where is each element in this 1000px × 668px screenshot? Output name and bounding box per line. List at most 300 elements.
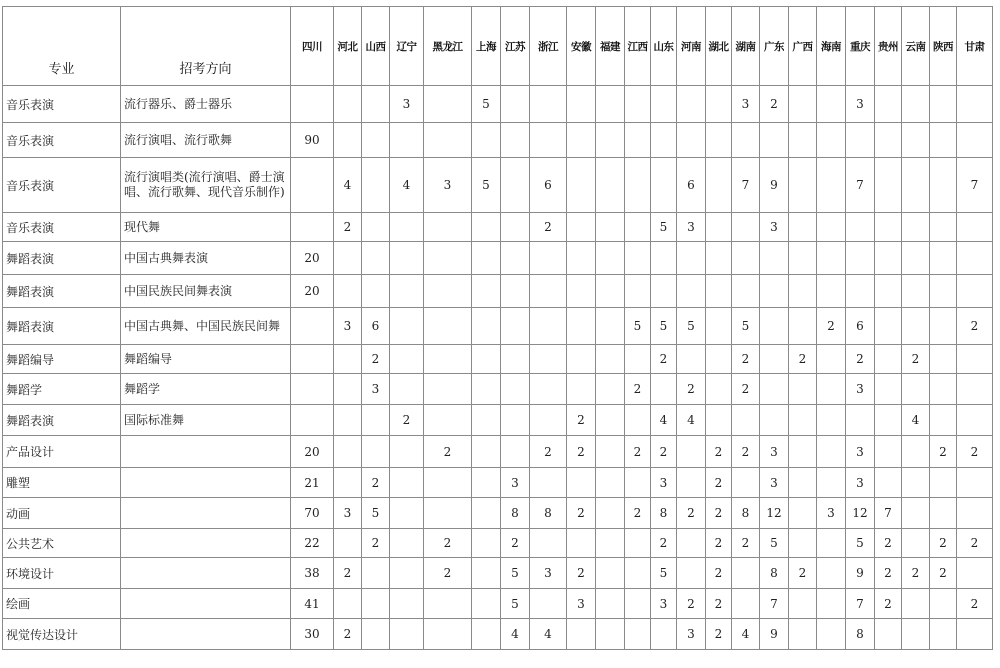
cell-quota[interactable] [424, 498, 472, 529]
cell-quota[interactable] [732, 589, 760, 619]
cell-quota[interactable] [596, 242, 625, 275]
cell-quota[interactable] [651, 275, 677, 308]
cell-quota[interactable] [567, 374, 596, 405]
cell-quota[interactable] [472, 498, 501, 529]
cell-quota[interactable] [930, 242, 957, 275]
cell-quota[interactable]: 2 [334, 558, 362, 589]
cell-quota[interactable] [677, 123, 706, 158]
cell-quota[interactable] [817, 619, 846, 650]
cell-quota[interactable] [902, 242, 930, 275]
cell-quota[interactable] [706, 405, 732, 436]
cell-quota[interactable] [291, 345, 334, 374]
cell-quota[interactable] [424, 405, 472, 436]
cell-quota[interactable] [957, 86, 993, 123]
cell-quota[interactable] [625, 589, 651, 619]
cell-quota[interactable] [596, 86, 625, 123]
cell-quota[interactable]: 8 [846, 619, 875, 650]
cell-quota[interactable]: 12 [846, 498, 875, 529]
cell-quota[interactable]: 6 [362, 308, 390, 345]
cell-quota[interactable]: 3 [651, 589, 677, 619]
cell-quota[interactable] [596, 558, 625, 589]
cell-quota[interactable]: 4 [732, 619, 760, 650]
cell-quota[interactable] [362, 589, 390, 619]
cell-quota[interactable]: 8 [760, 558, 789, 589]
cell-quota[interactable] [706, 374, 732, 405]
cell-quota[interactable] [625, 529, 651, 558]
cell-quota[interactable] [362, 558, 390, 589]
cell-quota[interactable] [501, 158, 530, 213]
cell-quota[interactable] [651, 242, 677, 275]
cell-quota[interactable]: 3 [651, 468, 677, 498]
cell-quota[interactable]: 9 [846, 558, 875, 589]
cell-quota[interactable] [625, 86, 651, 123]
cell-quota[interactable] [875, 308, 902, 345]
cell-major[interactable]: 产品设计 [3, 436, 121, 468]
cell-quota[interactable] [732, 123, 760, 158]
cell-quota[interactable] [930, 158, 957, 213]
cell-quota[interactable]: 30 [291, 619, 334, 650]
cell-quota[interactable] [789, 242, 817, 275]
cell-quota[interactable] [902, 86, 930, 123]
cell-quota[interactable] [390, 589, 424, 619]
cell-quota[interactable] [817, 529, 846, 558]
cell-quota[interactable]: 3 [530, 558, 567, 589]
cell-quota[interactable]: 4 [677, 405, 706, 436]
cell-quota[interactable]: 2 [930, 436, 957, 468]
cell-quota[interactable] [732, 405, 760, 436]
cell-quota[interactable] [596, 405, 625, 436]
cell-quota[interactable]: 2 [732, 345, 760, 374]
cell-quota[interactable]: 2 [875, 558, 902, 589]
cell-quota[interactable] [424, 374, 472, 405]
cell-quota[interactable] [567, 345, 596, 374]
cell-quota[interactable] [732, 468, 760, 498]
cell-quota[interactable] [760, 374, 789, 405]
cell-quota[interactable]: 2 [930, 558, 957, 589]
cell-quota[interactable] [902, 275, 930, 308]
cell-quota[interactable]: 5 [362, 498, 390, 529]
cell-major[interactable]: 舞蹈表演 [3, 405, 121, 436]
cell-quota[interactable] [651, 158, 677, 213]
cell-quota[interactable] [930, 123, 957, 158]
cell-quota[interactable]: 2 [957, 589, 993, 619]
cell-quota[interactable] [334, 589, 362, 619]
cell-quota[interactable]: 2 [651, 345, 677, 374]
cell-quota[interactable] [957, 374, 993, 405]
cell-quota[interactable] [424, 86, 472, 123]
cell-quota[interactable] [390, 436, 424, 468]
cell-quota[interactable]: 20 [291, 242, 334, 275]
cell-quota[interactable] [875, 405, 902, 436]
cell-quota[interactable] [875, 213, 902, 242]
cell-quota[interactable] [817, 436, 846, 468]
cell-quota[interactable]: 4 [530, 619, 567, 650]
cell-quota[interactable] [957, 468, 993, 498]
cell-quota[interactable]: 2 [424, 558, 472, 589]
cell-quota[interactable] [760, 345, 789, 374]
cell-quota[interactable]: 12 [760, 498, 789, 529]
cell-quota[interactable] [789, 529, 817, 558]
cell-quota[interactable] [334, 345, 362, 374]
cell-quota[interactable] [760, 242, 789, 275]
cell-quota[interactable] [625, 123, 651, 158]
cell-quota[interactable]: 21 [291, 468, 334, 498]
cell-quota[interactable]: 2 [362, 468, 390, 498]
cell-quota[interactable]: 3 [501, 468, 530, 498]
cell-quota[interactable] [902, 436, 930, 468]
cell-quota[interactable]: 2 [706, 558, 732, 589]
cell-major[interactable]: 视觉传达设计 [3, 619, 121, 650]
cell-quota[interactable]: 2 [567, 405, 596, 436]
cell-major[interactable]: 音乐表演 [3, 123, 121, 158]
cell-quota[interactable]: 5 [472, 158, 501, 213]
cell-direction[interactable] [121, 468, 291, 498]
cell-quota[interactable] [596, 529, 625, 558]
cell-quota[interactable]: 5 [651, 558, 677, 589]
cell-quota[interactable] [501, 345, 530, 374]
cell-quota[interactable] [817, 213, 846, 242]
cell-quota[interactable]: 3 [677, 619, 706, 650]
cell-quota[interactable]: 2 [567, 498, 596, 529]
cell-quota[interactable]: 2 [625, 436, 651, 468]
cell-quota[interactable] [472, 619, 501, 650]
cell-quota[interactable] [957, 405, 993, 436]
cell-quota[interactable]: 4 [902, 405, 930, 436]
cell-quota[interactable] [902, 498, 930, 529]
cell-quota[interactable] [875, 242, 902, 275]
cell-quota[interactable]: 3 [846, 468, 875, 498]
cell-quota[interactable]: 3 [817, 498, 846, 529]
cell-direction[interactable]: 流行演唱类(流行演唱、爵士演唱、流行歌舞、现代音乐制作) [121, 158, 291, 213]
cell-quota[interactable] [530, 275, 567, 308]
cell-quota[interactable] [706, 345, 732, 374]
cell-quota[interactable] [789, 468, 817, 498]
cell-quota[interactable] [501, 405, 530, 436]
cell-quota[interactable] [390, 468, 424, 498]
cell-quota[interactable]: 6 [846, 308, 875, 345]
cell-quota[interactable] [846, 213, 875, 242]
cell-quota[interactable] [424, 213, 472, 242]
cell-quota[interactable] [651, 619, 677, 650]
cell-quota[interactable]: 2 [424, 436, 472, 468]
cell-quota[interactable] [875, 468, 902, 498]
cell-quota[interactable]: 2 [706, 498, 732, 529]
cell-quota[interactable] [596, 213, 625, 242]
cell-quota[interactable] [530, 405, 567, 436]
cell-quota[interactable] [625, 558, 651, 589]
cell-quota[interactable] [817, 468, 846, 498]
cell-quota[interactable] [760, 405, 789, 436]
cell-quota[interactable] [334, 468, 362, 498]
cell-quota[interactable] [472, 308, 501, 345]
cell-quota[interactable] [567, 242, 596, 275]
cell-quota[interactable] [472, 529, 501, 558]
cell-quota[interactable] [875, 123, 902, 158]
cell-quota[interactable]: 2 [530, 436, 567, 468]
cell-quota[interactable] [677, 86, 706, 123]
cell-quota[interactable]: 5 [501, 589, 530, 619]
cell-quota[interactable]: 7 [846, 158, 875, 213]
cell-quota[interactable] [789, 619, 817, 650]
cell-quota[interactable] [362, 158, 390, 213]
cell-quota[interactable]: 2 [957, 436, 993, 468]
cell-quota[interactable] [291, 405, 334, 436]
cell-quota[interactable]: 2 [902, 345, 930, 374]
cell-quota[interactable]: 2 [817, 308, 846, 345]
cell-quota[interactable]: 5 [677, 308, 706, 345]
cell-quota[interactable] [817, 123, 846, 158]
cell-quota[interactable]: 9 [760, 619, 789, 650]
cell-quota[interactable]: 2 [362, 529, 390, 558]
cell-quota[interactable] [390, 345, 424, 374]
cell-quota[interactable]: 5 [651, 213, 677, 242]
cell-quota[interactable] [706, 275, 732, 308]
cell-quota[interactable] [596, 436, 625, 468]
cell-quota[interactable]: 2 [567, 558, 596, 589]
cell-quota[interactable] [390, 242, 424, 275]
cell-quota[interactable]: 5 [846, 529, 875, 558]
cell-quota[interactable]: 2 [706, 619, 732, 650]
cell-quota[interactable]: 4 [651, 405, 677, 436]
cell-quota[interactable] [930, 468, 957, 498]
cell-major[interactable]: 舞蹈表演 [3, 275, 121, 308]
cell-quota[interactable]: 2 [501, 529, 530, 558]
cell-quota[interactable] [472, 213, 501, 242]
cell-quota[interactable] [677, 558, 706, 589]
cell-quota[interactable] [334, 529, 362, 558]
cell-quota[interactable]: 2 [732, 374, 760, 405]
cell-quota[interactable]: 3 [732, 86, 760, 123]
cell-quota[interactable]: 3 [846, 86, 875, 123]
cell-quota[interactable] [567, 86, 596, 123]
cell-major[interactable]: 公共艺术 [3, 529, 121, 558]
cell-quota[interactable]: 2 [706, 468, 732, 498]
cell-quota[interactable]: 20 [291, 436, 334, 468]
cell-quota[interactable]: 3 [424, 158, 472, 213]
cell-major[interactable]: 舞蹈表演 [3, 308, 121, 345]
cell-quota[interactable] [362, 86, 390, 123]
cell-quota[interactable]: 7 [875, 498, 902, 529]
cell-quota[interactable] [732, 242, 760, 275]
cell-quota[interactable] [424, 589, 472, 619]
cell-direction[interactable]: 舞蹈学 [121, 374, 291, 405]
cell-quota[interactable] [846, 123, 875, 158]
cell-quota[interactable] [362, 619, 390, 650]
cell-quota[interactable]: 2 [677, 374, 706, 405]
cell-quota[interactable] [817, 589, 846, 619]
cell-quota[interactable]: 3 [390, 86, 424, 123]
cell-quota[interactable] [789, 374, 817, 405]
cell-quota[interactable] [706, 213, 732, 242]
cell-quota[interactable] [390, 275, 424, 308]
cell-quota[interactable] [334, 436, 362, 468]
cell-major[interactable]: 舞蹈表演 [3, 242, 121, 275]
cell-quota[interactable] [530, 468, 567, 498]
cell-quota[interactable] [957, 123, 993, 158]
cell-quota[interactable] [930, 308, 957, 345]
cell-quota[interactable] [957, 619, 993, 650]
cell-direction[interactable]: 流行器乐、爵士器乐 [121, 86, 291, 123]
cell-quota[interactable] [957, 558, 993, 589]
cell-quota[interactable] [596, 275, 625, 308]
cell-quota[interactable] [789, 498, 817, 529]
cell-quota[interactable] [501, 374, 530, 405]
cell-quota[interactable] [677, 275, 706, 308]
cell-quota[interactable] [501, 86, 530, 123]
cell-quota[interactable] [390, 619, 424, 650]
cell-quota[interactable] [424, 619, 472, 650]
cell-quota[interactable] [596, 374, 625, 405]
cell-quota[interactable] [706, 123, 732, 158]
cell-quota[interactable] [362, 436, 390, 468]
cell-quota[interactable] [530, 589, 567, 619]
cell-quota[interactable] [472, 468, 501, 498]
cell-quota[interactable]: 2 [677, 498, 706, 529]
cell-quota[interactable] [706, 308, 732, 345]
cell-quota[interactable] [625, 213, 651, 242]
cell-major[interactable]: 雕塑 [3, 468, 121, 498]
cell-quota[interactable]: 7 [846, 589, 875, 619]
cell-quota[interactable] [875, 436, 902, 468]
cell-quota[interactable] [501, 242, 530, 275]
cell-quota[interactable] [390, 529, 424, 558]
cell-quota[interactable] [902, 308, 930, 345]
cell-quota[interactable]: 3 [362, 374, 390, 405]
cell-quota[interactable] [957, 242, 993, 275]
cell-quota[interactable] [677, 436, 706, 468]
cell-direction[interactable] [121, 619, 291, 650]
cell-major[interactable]: 音乐表演 [3, 86, 121, 123]
cell-quota[interactable] [501, 308, 530, 345]
cell-quota[interactable]: 2 [875, 529, 902, 558]
cell-quota[interactable] [596, 589, 625, 619]
cell-quota[interactable] [875, 158, 902, 213]
cell-quota[interactable] [362, 275, 390, 308]
cell-quota[interactable] [334, 405, 362, 436]
cell-quota[interactable] [760, 123, 789, 158]
cell-quota[interactable] [390, 123, 424, 158]
cell-quota[interactable] [875, 345, 902, 374]
cell-quota[interactable] [625, 242, 651, 275]
cell-quota[interactable] [902, 213, 930, 242]
cell-quota[interactable] [530, 86, 567, 123]
cell-major[interactable]: 环境设计 [3, 558, 121, 589]
cell-quota[interactable] [817, 558, 846, 589]
cell-quota[interactable] [930, 405, 957, 436]
cell-quota[interactable] [334, 374, 362, 405]
cell-quota[interactable]: 2 [760, 86, 789, 123]
cell-quota[interactable] [902, 529, 930, 558]
cell-quota[interactable] [472, 589, 501, 619]
cell-quota[interactable] [530, 308, 567, 345]
cell-quota[interactable] [732, 558, 760, 589]
cell-quota[interactable] [706, 158, 732, 213]
cell-quota[interactable]: 3 [334, 308, 362, 345]
cell-quota[interactable] [424, 308, 472, 345]
cell-quota[interactable]: 2 [334, 619, 362, 650]
cell-quota[interactable] [472, 123, 501, 158]
cell-quota[interactable] [625, 158, 651, 213]
cell-quota[interactable] [362, 405, 390, 436]
cell-quota[interactable] [567, 529, 596, 558]
cell-quota[interactable] [732, 213, 760, 242]
cell-quota[interactable]: 3 [760, 468, 789, 498]
cell-quota[interactable] [390, 558, 424, 589]
cell-quota[interactable]: 2 [846, 345, 875, 374]
cell-quota[interactable] [846, 275, 875, 308]
cell-quota[interactable]: 20 [291, 275, 334, 308]
cell-major[interactable]: 舞蹈编导 [3, 345, 121, 374]
cell-quota[interactable]: 4 [390, 158, 424, 213]
cell-quota[interactable] [789, 405, 817, 436]
cell-direction[interactable]: 现代舞 [121, 213, 291, 242]
cell-quota[interactable] [817, 86, 846, 123]
cell-quota[interactable]: 3 [846, 436, 875, 468]
cell-quota[interactable]: 2 [789, 345, 817, 374]
cell-quota[interactable] [817, 405, 846, 436]
cell-quota[interactable] [625, 468, 651, 498]
cell-quota[interactable]: 38 [291, 558, 334, 589]
cell-quota[interactable]: 2 [651, 436, 677, 468]
cell-quota[interactable] [789, 275, 817, 308]
cell-quota[interactable] [902, 374, 930, 405]
cell-quota[interactable] [677, 529, 706, 558]
cell-direction[interactable] [121, 558, 291, 589]
cell-quota[interactable] [472, 275, 501, 308]
cell-quota[interactable]: 8 [651, 498, 677, 529]
cell-major[interactable]: 音乐表演 [3, 213, 121, 242]
cell-quota[interactable] [651, 374, 677, 405]
cell-quota[interactable]: 4 [501, 619, 530, 650]
cell-quota[interactable] [625, 345, 651, 374]
cell-quota[interactable]: 2 [732, 529, 760, 558]
cell-quota[interactable]: 5 [472, 86, 501, 123]
cell-quota[interactable] [789, 589, 817, 619]
cell-quota[interactable]: 2 [902, 558, 930, 589]
cell-quota[interactable] [472, 436, 501, 468]
cell-quota[interactable]: 5 [501, 558, 530, 589]
cell-quota[interactable] [530, 123, 567, 158]
cell-quota[interactable] [424, 468, 472, 498]
cell-direction[interactable] [121, 436, 291, 468]
cell-quota[interactable] [567, 275, 596, 308]
cell-quota[interactable] [789, 213, 817, 242]
cell-quota[interactable] [930, 86, 957, 123]
cell-quota[interactable] [472, 374, 501, 405]
cell-quota[interactable] [817, 242, 846, 275]
cell-quota[interactable] [291, 213, 334, 242]
cell-quota[interactable] [567, 308, 596, 345]
cell-quota[interactable] [957, 345, 993, 374]
cell-quota[interactable] [390, 374, 424, 405]
cell-quota[interactable] [651, 123, 677, 158]
cell-quota[interactable] [472, 242, 501, 275]
cell-quota[interactable]: 9 [760, 158, 789, 213]
cell-quota[interactable]: 2 [530, 213, 567, 242]
cell-direction[interactable]: 中国古典舞表演 [121, 242, 291, 275]
cell-quota[interactable] [817, 345, 846, 374]
cell-quota[interactable] [789, 436, 817, 468]
cell-direction[interactable]: 中国古典舞、中国民族民间舞 [121, 308, 291, 345]
cell-quota[interactable]: 6 [677, 158, 706, 213]
cell-quota[interactable]: 3 [334, 498, 362, 529]
cell-direction[interactable]: 流行演唱、流行歌舞 [121, 123, 291, 158]
cell-quota[interactable]: 90 [291, 123, 334, 158]
cell-quota[interactable]: 8 [732, 498, 760, 529]
cell-quota[interactable] [706, 242, 732, 275]
cell-quota[interactable] [424, 345, 472, 374]
cell-quota[interactable] [596, 345, 625, 374]
